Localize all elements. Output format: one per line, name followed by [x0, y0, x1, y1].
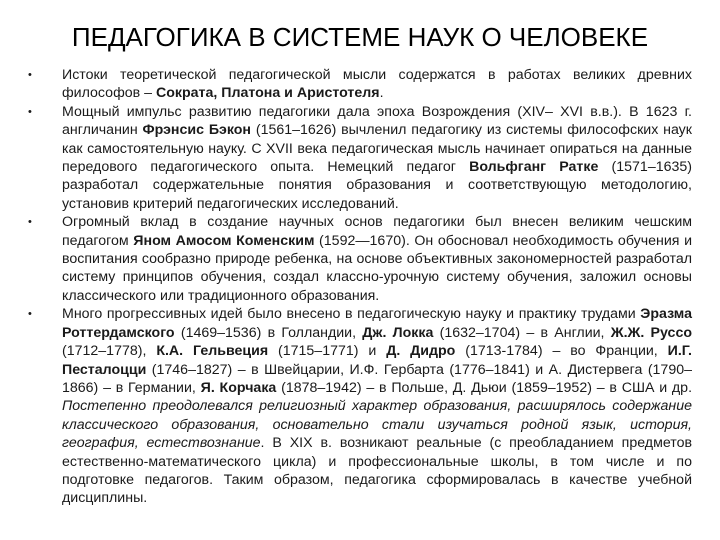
item-text: (1715–1771) и — [268, 343, 387, 360]
list-item — [28, 213, 692, 305]
item-text: (1469–1536) в Голландии, — [174, 324, 363, 341]
item-text: Истоки теоретической педагогической мысли содержатся в работах великих древних философов – — [62, 67, 692, 102]
item-text: (1712–1778), — [62, 343, 157, 360]
item-text: (1592—1670). Он обосновал необходимость обучения и воспитания сообразно природе ребенка, на основе объективных закономерностей разработал систему принципов обучения, создал классно-урочную систему обучения, заложил основы классического или традиционного образования. — [62, 232, 692, 304]
item-text: (1561–1626) вычленил педагогику из системы философских наук как самостоятельную науку. С XVII века педагогическая мысль начинает опираться на данные передового педагогического опыта. Немецкий педагог — [62, 122, 692, 176]
bold-name: Эразма Роттердамского — [62, 306, 692, 341]
bold-name: К.А. Гельвеция — [156, 343, 269, 360]
item-text: (1878–1942) – в Польше, Д. Дьюи (1859–1952) – в США и др. — [276, 379, 693, 396]
bold-name: Я. Корчака — [200, 379, 277, 396]
bold-name: Яном Амосом Коменским — [133, 232, 315, 249]
item-text: Огромный вклад в создание научных основ педагогики был внесен великим чешским педагогом — [62, 214, 692, 249]
item-text: (1713-1784) – во Франции, — [455, 343, 668, 360]
item-text: Много прогрессивных идей было внесено в педагогическую науку и практику трудами — [62, 306, 641, 323]
item-text: (1632–1704) – в Англии, — [433, 324, 611, 341]
item-text: . В XIX в. возникают реальные (с преобладанием предметов естественно-математического цикла) и профессиональные школы, в том числе и по подготовке педагогов. Таким образом, педагогика сформировалась в качестве учебной дисциплины. — [62, 435, 693, 507]
item-text: (1746–1827) – в Швейцарии, И.Ф. Гербарта (1776–1841) и А. Дистервега (1790–1866) – в Германии, — [62, 361, 692, 396]
bold-name: Д. Дидро — [386, 343, 456, 360]
item-text: . — [379, 85, 384, 102]
bullet-icon: • — [28, 308, 32, 321]
italic-text: Постепенно преодолевался религиозный характер образования, расширялось содержание классического образования, основательно стали изучаться родной язык, история, география, естествознание — [62, 398, 692, 452]
bullet-list — [28, 66, 692, 508]
item-text: Мощный импульс развитию педагогики дала эпоха Возрождения (XIV– XVI в.в.). В 1623 г. англичанин — [62, 103, 692, 139]
slide-title: ПЕДАГОГИКА В СИСТЕМЕ НАУК О ЧЕЛОВЕКЕ — [71, 22, 649, 52]
list-item — [28, 66, 692, 103]
item-text: (1571–1635) разработал содержательные понятия образования и соответствующую методологию, установив критерий педагогических исследований. — [62, 159, 693, 212]
bold-name: Сократа, Платона и Аристотеля — [155, 85, 380, 102]
bullet-icon: • — [28, 105, 32, 118]
bold-name: Вольфганг Ратке — [469, 159, 599, 176]
bold-name: Фрэнсис Бэкон — [142, 122, 252, 139]
bullet-icon: • — [28, 69, 32, 81]
bullet-icon: • — [28, 216, 32, 229]
bold-name: И.Г. Песталоцци — [62, 343, 692, 378]
bold-name: Дж. Локка — [362, 324, 434, 341]
bold-name: Ж.Ж. Руссо — [610, 324, 692, 341]
list-item — [28, 103, 692, 213]
list-item — [28, 305, 692, 507]
